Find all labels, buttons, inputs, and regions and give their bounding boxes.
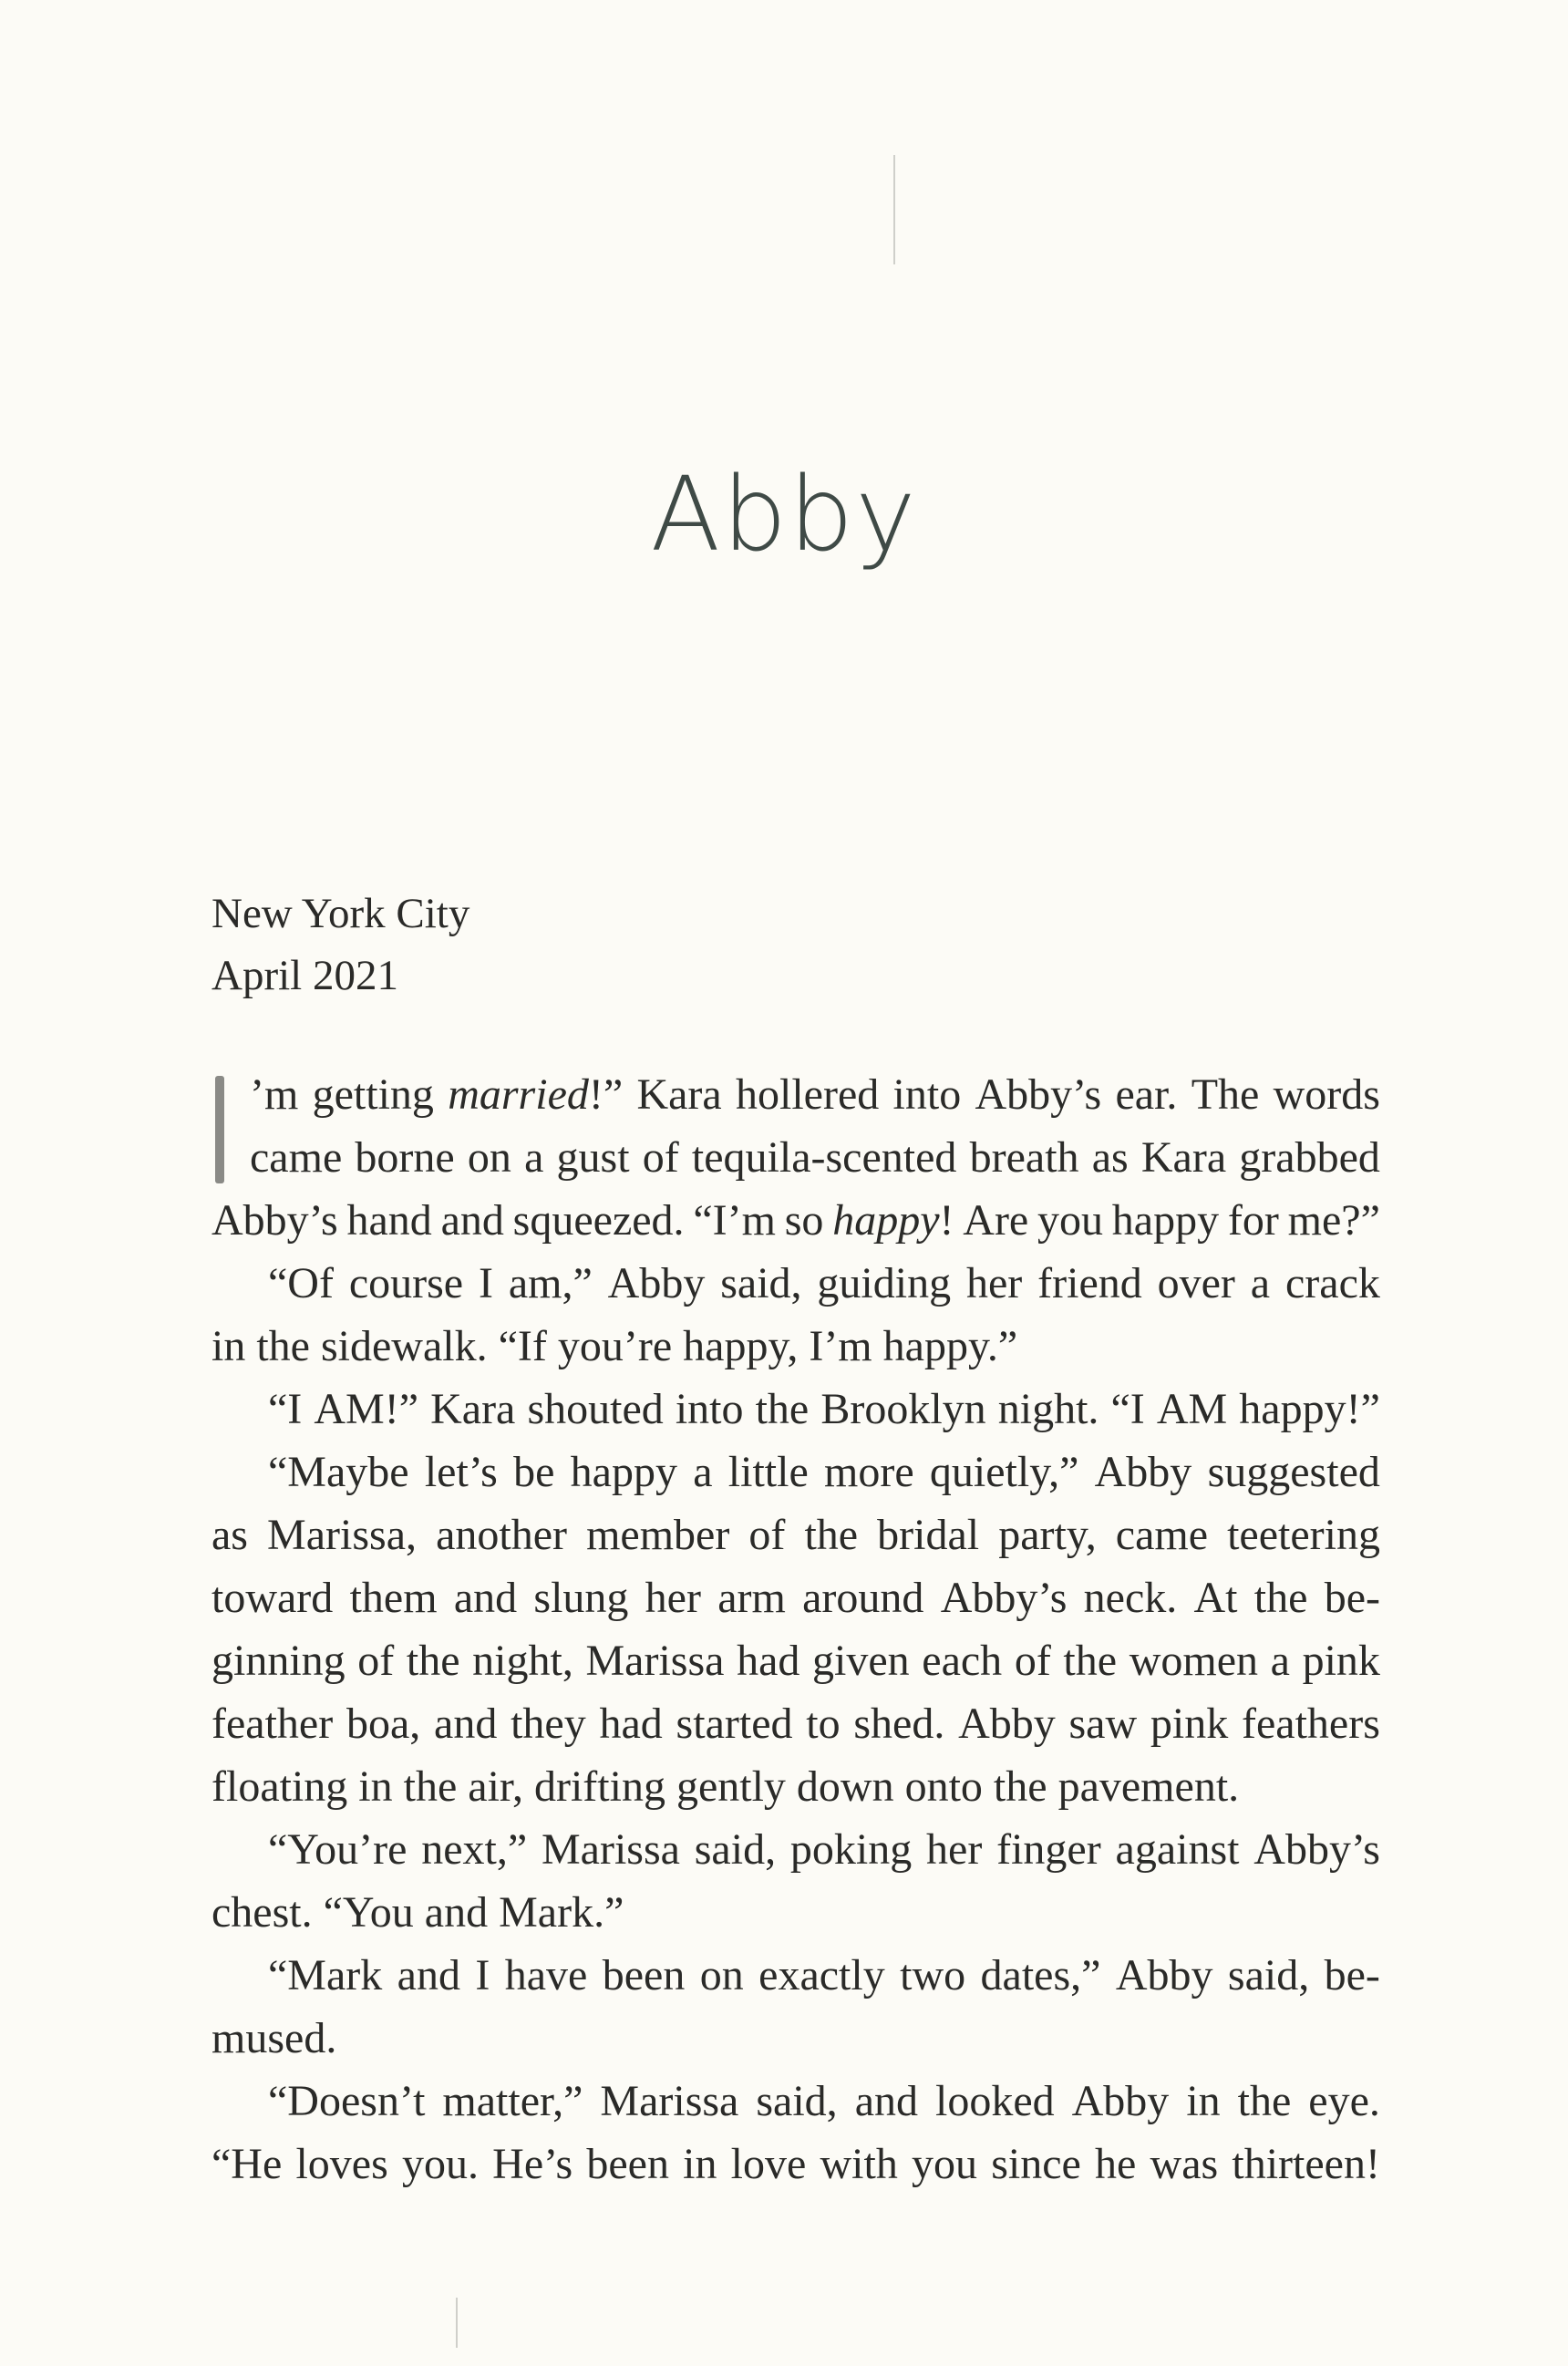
text-word: neck. bbox=[1083, 1574, 1178, 1622]
text-word: little bbox=[727, 1448, 809, 1496]
text-word: been bbox=[586, 2140, 669, 2188]
text-word: married!” bbox=[448, 1070, 624, 1119]
text-line bbox=[211, 1503, 1380, 1566]
text-word: more bbox=[824, 1448, 914, 1496]
text-word: happy!” bbox=[1239, 1385, 1380, 1433]
text-line bbox=[211, 1629, 1380, 1692]
text-word: and bbox=[434, 1700, 498, 1748]
dropcap-letter bbox=[215, 1076, 224, 1183]
text-word: guiding bbox=[817, 1259, 952, 1307]
text-word: gust bbox=[556, 1133, 630, 1182]
text-word: “I’m bbox=[693, 1196, 776, 1245]
text-word: At bbox=[1193, 1574, 1238, 1622]
text-word: and bbox=[440, 1196, 504, 1245]
text-word: had bbox=[599, 1700, 663, 1748]
text-line bbox=[211, 2133, 1380, 2196]
text-word: words bbox=[1273, 1070, 1380, 1119]
text-word: grabbed bbox=[1239, 1133, 1380, 1182]
text-word: Abby’s bbox=[1253, 1825, 1380, 1874]
text-word: night. bbox=[997, 1385, 1099, 1433]
text-word: her bbox=[965, 1259, 1023, 1307]
text-word: hollered bbox=[736, 1070, 880, 1119]
text-word: happy bbox=[570, 1448, 677, 1496]
text-word: her bbox=[926, 1825, 983, 1874]
text-word: ginning bbox=[211, 1637, 346, 1685]
text-word: and bbox=[453, 1574, 518, 1622]
text-word: feathers bbox=[1242, 1700, 1380, 1748]
text-word: of bbox=[1014, 1637, 1051, 1685]
text-word: be- bbox=[1324, 1951, 1380, 1999]
text-word: ear. bbox=[1115, 1070, 1178, 1119]
text-word: and bbox=[397, 1951, 460, 1999]
text-word: “Of bbox=[268, 1259, 334, 1307]
text-word: be bbox=[513, 1448, 555, 1496]
text-word: floating in the air, drifting gently down onto the pavement. bbox=[211, 1762, 1240, 1811]
text-word: night, bbox=[472, 1637, 573, 1685]
text-word: “You’re bbox=[268, 1825, 407, 1874]
text-word: another bbox=[436, 1511, 568, 1559]
text-word: Abby bbox=[1071, 2077, 1170, 2125]
text-word: each bbox=[922, 1637, 1003, 1685]
text-word: pink bbox=[1302, 1637, 1380, 1685]
text-word: chest. “You and Mark.” bbox=[211, 1888, 624, 1937]
text-word: on bbox=[699, 1951, 744, 1999]
text-word: in bbox=[683, 2140, 717, 2188]
text-word: “Mark bbox=[268, 1951, 383, 1999]
text-line bbox=[211, 2070, 1380, 2133]
text-word: pink bbox=[1150, 1700, 1229, 1748]
text-word: into bbox=[675, 1385, 744, 1433]
text-word: you. bbox=[401, 2140, 479, 2188]
text-line bbox=[211, 1944, 1380, 2007]
text-word: teetering bbox=[1227, 1511, 1380, 1559]
text-line bbox=[211, 1189, 1380, 1252]
text-word: for bbox=[1227, 1196, 1279, 1245]
text-word: The bbox=[1191, 1070, 1260, 1119]
text-word: a bbox=[1270, 1637, 1290, 1685]
text-word: quietly,” bbox=[929, 1448, 1079, 1496]
text-word: of bbox=[357, 1637, 395, 1685]
text-word: crack bbox=[1284, 1259, 1380, 1307]
text-line bbox=[211, 1063, 1380, 1126]
text-word: borne bbox=[355, 1133, 455, 1182]
text-word: course bbox=[348, 1259, 464, 1307]
text-line bbox=[211, 1818, 1380, 1881]
text-word: a bbox=[693, 1448, 713, 1496]
text-word: said, bbox=[756, 2077, 838, 2125]
text-word: Marissa bbox=[585, 1637, 725, 1685]
text-line bbox=[211, 1126, 1380, 1189]
text-word: dates,” bbox=[980, 1951, 1101, 1999]
text-word: love bbox=[730, 2140, 807, 2188]
text-word: and bbox=[854, 2077, 918, 2125]
text-line bbox=[211, 1252, 1380, 1315]
text-word: to bbox=[806, 1700, 841, 1748]
text-word: Abby’s bbox=[940, 1574, 1068, 1622]
text-word: me?” bbox=[1287, 1196, 1380, 1245]
text-word: since bbox=[991, 2140, 1081, 2188]
text-word: said, bbox=[1227, 1951, 1310, 1999]
text-word: so bbox=[784, 1196, 824, 1245]
text-line bbox=[211, 1881, 1380, 1944]
text-word: Kara bbox=[636, 1070, 722, 1119]
text-word: tequila-scented bbox=[691, 1133, 957, 1182]
text-word: finger bbox=[996, 1825, 1101, 1874]
text-word: the bbox=[1253, 1574, 1308, 1622]
text-word: Abby bbox=[958, 1700, 1056, 1748]
text-word: exactly bbox=[758, 1951, 885, 1999]
text-word: happy bbox=[1111, 1196, 1220, 1245]
text-word: Marissa bbox=[541, 1825, 680, 1874]
text-word: Abby bbox=[607, 1259, 706, 1307]
text-line bbox=[211, 1315, 1380, 1378]
text-word: on bbox=[467, 1133, 511, 1182]
text-word: toward bbox=[211, 1574, 334, 1622]
setting-place: New York City bbox=[211, 890, 470, 937]
text-word: hand bbox=[346, 1196, 432, 1245]
text-word: of bbox=[748, 1511, 786, 1559]
text-word: next,” bbox=[421, 1825, 528, 1874]
text-word: eye. bbox=[1308, 2077, 1380, 2125]
text-word: loves bbox=[295, 2140, 388, 2188]
text-word: said, bbox=[694, 1825, 777, 1874]
text-word: am,” bbox=[508, 1259, 593, 1307]
scan-mark bbox=[893, 155, 895, 264]
text-word: I bbox=[478, 1259, 493, 1307]
text-word: over bbox=[1157, 1259, 1235, 1307]
text-word: thirteen! bbox=[1232, 2140, 1380, 2188]
text-word: “Doesn’t bbox=[268, 2077, 426, 2125]
text-word: the bbox=[804, 1511, 859, 1559]
text-word: two bbox=[900, 1951, 966, 1999]
chapter-title: Abby bbox=[650, 456, 918, 574]
text-line bbox=[211, 1755, 1380, 1818]
text-word: “He bbox=[211, 2140, 283, 2188]
text-word: mused. bbox=[211, 2014, 337, 2062]
text-word: you bbox=[912, 2140, 978, 2188]
text-word: Are bbox=[963, 1196, 1029, 1245]
text-word: a bbox=[524, 1133, 544, 1182]
chapter-setting bbox=[211, 883, 469, 1007]
text-word: with bbox=[820, 2140, 898, 2188]
text-word: member bbox=[586, 1511, 730, 1559]
text-word: started bbox=[676, 1700, 793, 1748]
text-word: looked bbox=[935, 2077, 1055, 2125]
text-word: of bbox=[642, 1133, 679, 1182]
text-word: the bbox=[755, 1385, 810, 1433]
text-word: getting bbox=[312, 1070, 434, 1119]
text-word: party, bbox=[998, 1511, 1097, 1559]
text-word: have bbox=[504, 1951, 588, 1999]
text-word: her bbox=[645, 1574, 701, 1622]
text-word: Abby’s bbox=[975, 1070, 1102, 1119]
text-word: slung bbox=[533, 1574, 629, 1622]
text-word: bridal bbox=[877, 1511, 980, 1559]
text-word: the bbox=[1237, 2077, 1292, 2125]
text-line bbox=[211, 1441, 1380, 1503]
text-word: had bbox=[737, 1637, 800, 1685]
text-word: shouted bbox=[527, 1385, 664, 1433]
text-line bbox=[211, 1378, 1380, 1441]
text-word: you bbox=[1037, 1196, 1104, 1245]
text-word: as bbox=[1091, 1133, 1129, 1182]
text-word: Abby bbox=[1115, 1951, 1213, 1999]
text-word: Kara bbox=[430, 1385, 516, 1433]
text-word: shed. bbox=[853, 1700, 945, 1748]
text-word: around bbox=[802, 1574, 924, 1622]
text-word: the bbox=[406, 1637, 460, 1685]
text-word: boa, bbox=[346, 1700, 421, 1748]
text-word: I bbox=[475, 1951, 490, 1999]
text-word: squeezed. bbox=[512, 1196, 685, 1245]
text-word: Abby’s bbox=[211, 1196, 338, 1245]
text-word: happy! bbox=[832, 1196, 954, 1245]
text-word: Kara bbox=[1140, 1133, 1227, 1182]
text-word: was bbox=[1150, 2140, 1219, 2188]
text-word: given bbox=[812, 1637, 910, 1685]
text-word: saw bbox=[1068, 1700, 1138, 1748]
text-word: let’s bbox=[424, 1448, 498, 1496]
text-word: in bbox=[1186, 2077, 1221, 2125]
text-word: “Maybe bbox=[268, 1448, 409, 1496]
text-word: against bbox=[1115, 1825, 1240, 1874]
text-word: AM bbox=[1156, 1385, 1228, 1433]
text-line bbox=[211, 2007, 1380, 2070]
text-word: as bbox=[211, 1511, 248, 1559]
text-word: feather bbox=[211, 1700, 334, 1748]
text-line bbox=[211, 1692, 1380, 1755]
text-word: Marissa, bbox=[267, 1511, 418, 1559]
text-word: Brooklyn bbox=[820, 1385, 986, 1433]
text-word: in the sidewalk. “If you’re happy, I’m happy.” bbox=[211, 1322, 1018, 1370]
chapter-body bbox=[211, 1063, 1380, 2196]
text-word: AM!” bbox=[314, 1385, 419, 1433]
text-word: a bbox=[1250, 1259, 1271, 1307]
text-word: breath bbox=[969, 1133, 1079, 1182]
text-word: they bbox=[511, 1700, 586, 1748]
text-word: Marissa bbox=[600, 2077, 739, 2125]
text-word: suggested bbox=[1207, 1448, 1380, 1496]
scan-mark bbox=[456, 2298, 458, 2348]
text-word: Abby bbox=[1094, 1448, 1192, 1496]
text-word: came bbox=[250, 1133, 343, 1182]
text-word: into bbox=[892, 1070, 962, 1119]
text-word: came bbox=[1115, 1511, 1209, 1559]
text-word: them bbox=[349, 1574, 438, 1622]
text-word: he bbox=[1095, 2140, 1137, 2188]
text-word: “I bbox=[268, 1385, 303, 1433]
text-word: the bbox=[1063, 1637, 1118, 1685]
text-word: ’m bbox=[250, 1070, 299, 1119]
text-word: women bbox=[1129, 1637, 1258, 1685]
text-word: He’s bbox=[492, 2140, 573, 2188]
text-word: arm bbox=[717, 1574, 786, 1622]
text-word: been bbox=[602, 1951, 686, 1999]
text-word: “I bbox=[1110, 1385, 1145, 1433]
text-word: be- bbox=[1324, 1574, 1380, 1622]
text-line bbox=[211, 1566, 1380, 1629]
setting-date: April 2021 bbox=[211, 952, 398, 999]
text-word: friend bbox=[1037, 1259, 1142, 1307]
text-word: said, bbox=[720, 1259, 802, 1307]
text-word: poking bbox=[789, 1825, 913, 1874]
text-word: matter,” bbox=[442, 2077, 583, 2125]
